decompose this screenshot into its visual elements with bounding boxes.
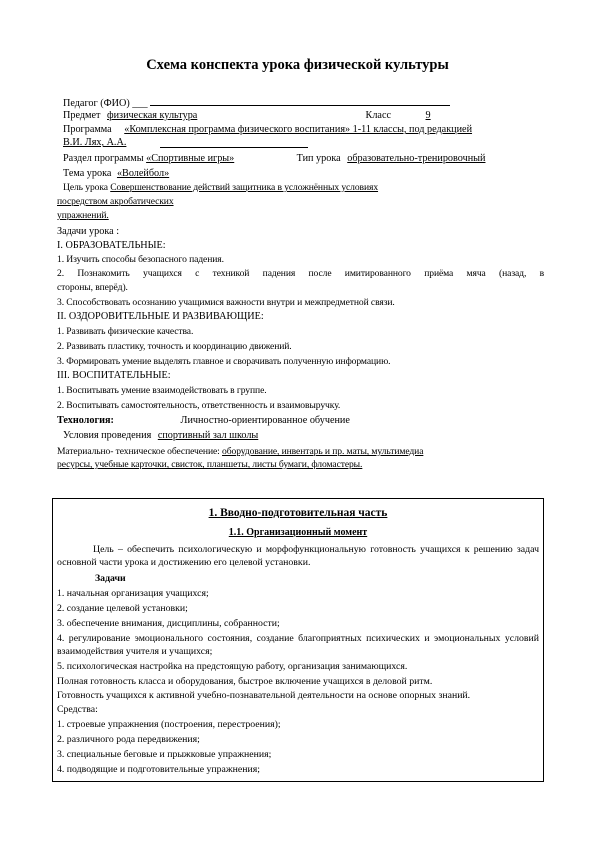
means-label: Средства: [57, 704, 98, 715]
goal-value-1: Совершенствование действий защитника в усложнённых условиях [110, 182, 379, 193]
edu-item-3: 3. Способствовать осознанию учащимися важности внутри и межпредметной связи. [57, 297, 395, 308]
edu-item-2b: стороны, вперёд). [57, 282, 128, 293]
conditions-row [63, 430, 528, 442]
program-row [63, 124, 472, 136]
topic-row [63, 168, 487, 180]
goal-label: Цель урока [63, 182, 108, 193]
section-tasks-label: Задачи [95, 573, 126, 584]
subject-row [63, 110, 488, 122]
dev-item-3: 3. Формировать умение выделять главное и сворачивать полученную информацию. [57, 356, 391, 367]
topic-value: «Волейбол» [116, 168, 170, 179]
tasks-label: Задачи урока : [57, 226, 120, 237]
readiness-line-1: Полная готовность класса и оборудования, быстрое включение учащихся в деловой ритм. [57, 676, 433, 687]
section-goal-text: Цель – обеспечить психологическую и морфофункциональную готовность учащихся к решению задач основной части урока и достижению его целевой установки. [57, 544, 539, 568]
teacher-blank [150, 95, 450, 106]
topic-label: Тема урока [63, 168, 112, 179]
goal-row-3 [57, 210, 440, 222]
section-label: Раздел программы [63, 153, 144, 164]
subject-label: Предмет [63, 110, 101, 121]
conditions-label: Условия проведения [63, 430, 152, 441]
edu-item-1: 1. Изучить способы безопасного падения. [57, 254, 224, 265]
program-value-1: «Комплексная программа физического воспитания» 1-11 классы, под редакцией [124, 124, 473, 135]
means-item-3: 3. специальные беговые и прыжковые упражнения; [57, 749, 272, 760]
goal-value-2: посредством акробатических [57, 196, 174, 207]
teacher-label: Педагог (ФИО) ___ [63, 98, 148, 109]
materials-label: Материально- техническое обеспечение: [57, 446, 220, 457]
task-item-1: 1. начальная организация учащихся; [57, 588, 209, 599]
means-item-4: 4. подводящие и подготовительные упражнения; [57, 764, 260, 775]
goal-value-3: упражнений. [57, 210, 109, 221]
section-subtitle: 1.1. Организационный момент [228, 527, 368, 538]
materials-value-2: ресурсы, учебные карточки, свисток, планшеты, листы бумаги, фломастеры. [57, 459, 363, 470]
program-blank [160, 137, 308, 152]
tech-value: Личностно-ориентированное обучение [180, 415, 350, 426]
teacher-row [63, 95, 450, 110]
program-label: Программа [63, 124, 112, 135]
lesson-type-value: образовательно-тренировочный [347, 153, 486, 164]
goal-row [63, 182, 378, 194]
materials-row-2 [57, 459, 549, 471]
class-value: 9 [425, 110, 431, 121]
up-heading: III. ВОСПИТАТЕЛЬНЫЕ: [57, 370, 171, 381]
up-item-1: 1. Воспитывать умение взаимодействовать в группе. [57, 385, 267, 396]
edu-item-2a: 2. Познакомить учащихся с техникой падения после имитированного приёма мяча (назад, в [57, 268, 544, 279]
readiness-line-2: Готовность учащихся к активной учебно-познавательной деятельности на основе опорных знаний. [57, 690, 471, 701]
dev-item-2: 2. Развивать пластику, точность и координацию движений. [57, 341, 292, 352]
class-label: Класс [365, 110, 391, 121]
section-row [63, 153, 527, 165]
dev-heading: II. ОЗДОРОВИТЕЛЬНЫЕ И РАЗВИВАЮЩИЕ: [57, 311, 264, 322]
means-item-1: 1. строевые упражнения (построения, перестроения); [57, 719, 281, 730]
tech-label: Технология: [57, 415, 114, 426]
lesson-type-label: Тип урока [296, 153, 341, 164]
dev-item-1: 1. Развивать физические качества. [57, 326, 194, 337]
task-item-2: 2. создание целевой установки; [57, 603, 188, 614]
intro-section-box [52, 498, 544, 782]
up-item-2: 2. Воспитывать самостоятельность, ответственность и взаимовыручку. [57, 400, 341, 411]
program-value-2: В.И. Лях, А.А. [63, 137, 127, 148]
subject-value: физическая культура [107, 110, 198, 121]
materials-value-1: оборудование, инвентарь и пр. маты, мультимедиа [222, 446, 424, 457]
conditions-value: спортивный зал школы [157, 430, 259, 441]
task-item-5: 5. психологическая настройка на предстоящую работу, организация занимающихся. [57, 661, 408, 672]
edu-heading: I. ОБРАЗОВАТЕЛЬНЫЕ: [57, 240, 166, 251]
task-item-3: 3. обеспечение внимания, дисциплины, собранности; [57, 618, 280, 629]
page-title: Схема конспекта урока физической культуры [146, 57, 449, 73]
means-item-2: 2. различного рода передвижения; [57, 734, 200, 745]
materials-row [57, 446, 423, 458]
tech-row [57, 415, 350, 427]
section-value: «Спортивные игры» [146, 153, 235, 164]
section-title: 1. Вводно-подготовительная часть [208, 507, 388, 519]
task-item-4: 4. регулирование эмоционального состояния, создание благоприятных психических и эмоциональных условий взаимодействия учителя и учащихся; [57, 633, 539, 657]
